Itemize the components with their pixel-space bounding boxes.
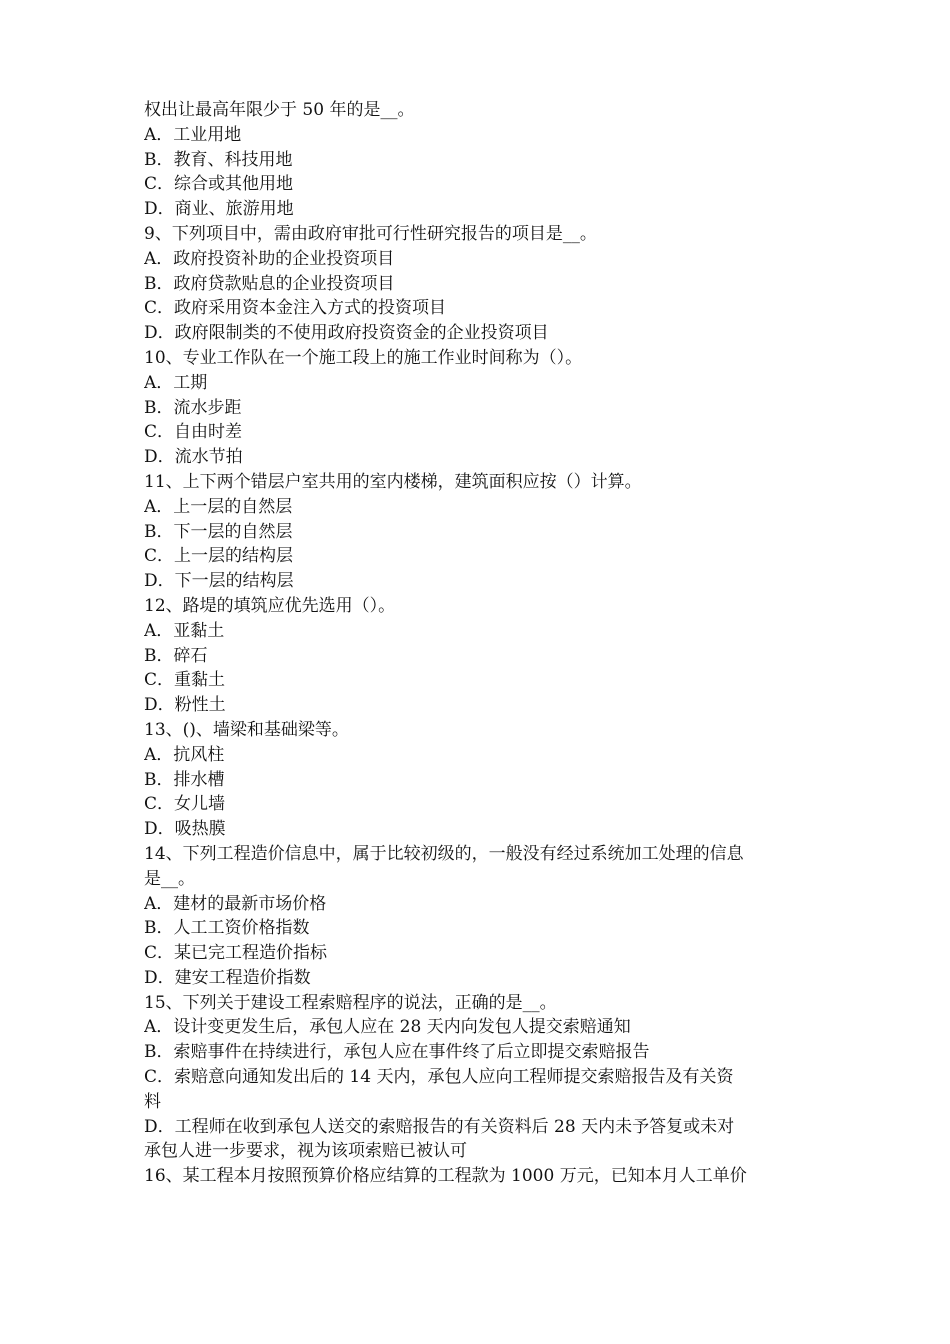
text-line: C．综合或其他用地	[144, 174, 294, 195]
text-line: B．碎石	[144, 645, 208, 666]
text-line: B．排水槽	[144, 769, 225, 790]
text-line: 16、某工程本月按照预算价格应结算的工程款为 1000 万元，已知本月人工单价	[144, 1166, 747, 1187]
text-line: B．人工工资价格指数	[144, 918, 310, 939]
text-line: D．建安工程造价指数	[144, 967, 311, 988]
text-line: 13、()、墙梁和基础梁等。	[144, 719, 349, 740]
text-line: B．索赔事件在持续进行，承包人应在事件终了后立即提交索赔报告	[144, 1042, 650, 1063]
text-line: C．重黏土	[144, 670, 226, 691]
text-line: 料	[144, 1091, 161, 1112]
text-line: A．设计变更发生后，承包人应在 28 天内向发包人提交索赔通知	[144, 1017, 631, 1038]
text-line: 15、下列关于建设工程索赔程序的说法，正确的是__。	[144, 992, 557, 1013]
text-line: D．吸热膜	[144, 819, 226, 840]
document-page	[144, 98, 812, 1189]
text-line: 11、上下两个错层户室共用的室内楼梯，建筑面积应按（）计算。	[144, 471, 642, 492]
text-line: A．上一层的自然层	[144, 496, 293, 517]
text-line: D．下一层的结构层	[144, 571, 294, 592]
text-line: D．粉性土	[144, 695, 226, 716]
text-line: A．工期	[144, 372, 208, 393]
text-line: B．流水步距	[144, 397, 242, 418]
text-line: 12、路堤的填筑应优先选用（）。	[144, 595, 396, 616]
text-line: B．教育、科技用地	[144, 149, 293, 170]
text-line: D．工程师在收到承包人送交的索赔报告的有关资料后 28 天内未予答复或未对	[144, 1116, 735, 1137]
text-line: 承包人进一步要求，视为该项索赔已被认可	[144, 1141, 467, 1162]
text-line: D．流水节拍	[144, 447, 243, 468]
text-line: 权出让最高年限少于 50 年的是__。	[144, 100, 415, 120]
text-line: B．政府贷款贴息的企业投资项目	[144, 273, 395, 294]
text-line: A．政府投资补助的企业投资项目	[144, 248, 395, 269]
text-line: C．上一层的结构层	[144, 546, 294, 567]
text-line: B．下一层的自然层	[144, 521, 293, 542]
text-line: 9、下列项目中，需由政府审批可行性研究报告的项目是__。	[144, 223, 597, 244]
text-line: D．政府限制类的不使用政府投资资金的企业投资项目	[144, 323, 549, 344]
text-line: A．亚黏土	[144, 620, 225, 641]
text-line: 是__。	[144, 868, 195, 889]
text-line: C．自由时差	[144, 422, 243, 443]
text-line: A．工业用地	[144, 124, 242, 145]
text-line: C．政府采用资本金注入方式的投资项目	[144, 298, 447, 319]
text-line: C．女儿墙	[144, 794, 226, 815]
text-line: C．某已完工程造价指标	[144, 943, 328, 964]
text-line: 14、下列工程造价信息中，属于比较初级的，一般没有经过系统加工处理的信息	[144, 843, 744, 864]
text-line: A．建材的最新市场价格	[144, 893, 327, 914]
text-line: D．商业、旅游用地	[144, 199, 294, 220]
text-line: A．抗风柱	[144, 744, 225, 765]
text-line: 10、专业工作队在一个施工段上的施工作业时间称为（）。	[144, 347, 583, 368]
text-line: C．索赔意向通知发出后的 14 天内，承包人应向工程师提交索赔报告及有关资	[144, 1067, 734, 1088]
